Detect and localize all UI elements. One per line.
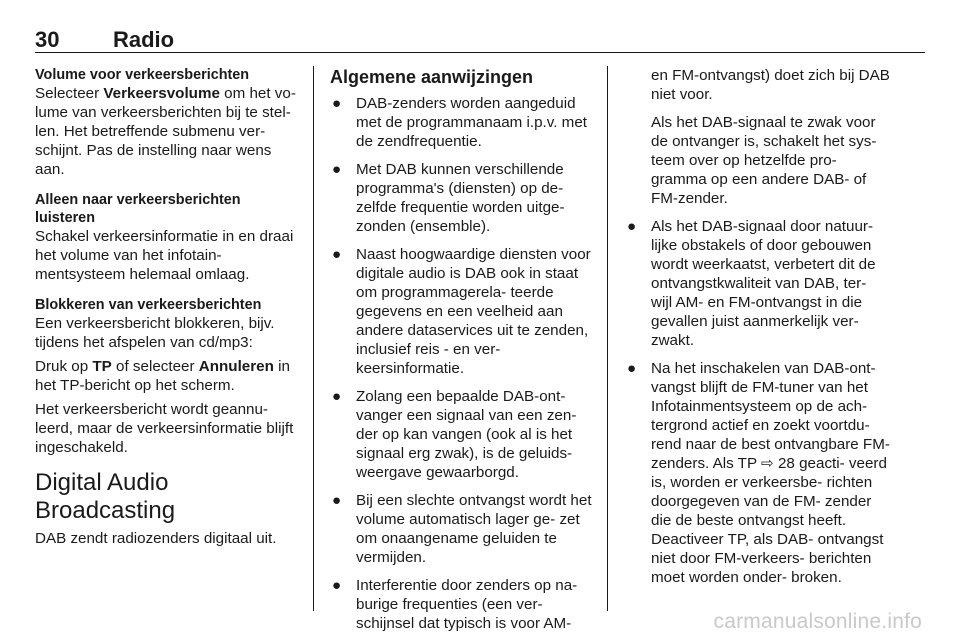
text-run: Na het inschakelen van DAB-ont- vangst blijft de FM-tuner van het Infotainmentsysteem op de ach- tergrond actief en zoekt voortdu- rend naar de best ontvangbare FM-zenders. Als TP	[651, 360, 890, 472]
blocking-text-2	[35, 357, 300, 395]
page-header	[35, 27, 925, 55]
text-run: of selecteer	[111, 358, 199, 375]
column-3	[625, 66, 890, 596]
list-item-text: Interferentie door zenders op na- burige frequenties (een ver- schijnsel dat typisch is voor AM-	[356, 577, 578, 632]
column-divider	[313, 66, 314, 611]
list-item	[330, 245, 592, 378]
list-item	[330, 94, 592, 151]
bullet-icon: ●	[332, 161, 342, 178]
continued-text: Als het DAB-signaal te zwak voor de ontvanger is, schakelt het sys- teem over op hetzelfde pro- gramma op een andere DAB- of FM-zender.	[651, 114, 877, 207]
traffic-volume-heading: Volume voor verkeersberichten	[35, 67, 250, 83]
blocking-text-3: Het verkeersbericht wordt geannu- leerd, maar de verkeersinformatie blijft ingeschakeld.	[35, 401, 294, 456]
header-divider	[35, 52, 925, 53]
dab-heading: Digital Audio Broadcasting	[35, 469, 176, 524]
traffic-only-heading: Alleen naar verkeersberichten luisteren	[35, 192, 241, 226]
blocking-section	[35, 296, 300, 457]
page-reference-arrow-icon: ⇨	[761, 455, 774, 472]
list-item-text: Naast hoogwaardige diensten voor digitale audio is DAB ook in staat om programmagerela- teerde gegevens en een veelheid aan andere dataservices uit te zenden, inclusief reis - en ver- keersinformatie.	[356, 246, 591, 377]
section-title: Radio	[113, 27, 175, 52]
dab-notes-list	[625, 217, 890, 587]
list-item-text: Als het DAB-signaal door natuur- lijke obstakels of door gebouwen wordt weerkaatst, verbetert dit de ontvangstkwaliteit van DAB, ter- wijl AM- en FM-ontvangst in die gevallen juist aanmerkelijk ver- zwakt.	[651, 218, 876, 349]
general-notes-heading: Algemene aanwijzingen	[330, 67, 534, 87]
bullet-icon: ●	[627, 360, 637, 377]
page-number: 30	[35, 27, 60, 52]
column-1	[35, 66, 300, 553]
bullet-icon: ●	[332, 388, 342, 405]
dab-section	[35, 469, 300, 548]
bullet-icon: ●	[332, 577, 342, 594]
bullet-icon: ●	[332, 492, 342, 509]
list-item-text: Bij een slechte ontvangst wordt het volume automatisch lager ge- zet om onaangename geluiden te vermijden.	[356, 492, 592, 566]
traffic-volume-text	[35, 84, 300, 179]
list-item	[625, 359, 890, 587]
watermark: carmanualsonline.info	[713, 610, 922, 633]
menu-item-name: Verkeersvolume	[103, 85, 220, 102]
button-name: TP	[92, 358, 112, 375]
continued-text: en FM-ontvangst) doet zich bij DAB niet voor.	[651, 67, 890, 103]
traffic-only-section	[35, 191, 300, 284]
blocking-text-1: Een verkeersbericht blokkeren, bijv. tijdens het afspelen van cd/mp3:	[35, 315, 275, 351]
bullet-icon: ●	[627, 218, 637, 235]
traffic-volume-section	[35, 66, 300, 179]
page-reference[interactable]: 28	[773, 455, 795, 472]
text-run: Druk op	[35, 358, 93, 375]
list-item	[330, 576, 592, 633]
blocking-heading: Blokkeren van verkeersberichten	[35, 297, 262, 313]
general-notes-list	[330, 94, 592, 633]
list-item-text	[651, 360, 890, 586]
list-item	[330, 491, 592, 567]
list-item-text: DAB-zenders worden aangeduid met de programmanaam i.p.v. met de zendfrequentie.	[356, 95, 587, 150]
list-item	[330, 387, 592, 482]
text-run: in het TP-bericht op het scherm.	[35, 358, 290, 394]
text-run: Selecteer	[35, 85, 104, 102]
text-run: om het vo- lume van verkeersberichten bij te stel- len. Het betreffende submenu ver- schijnt. Pas de instelling naar wens aan.	[35, 85, 296, 178]
menu-item-name: Annuleren	[198, 358, 274, 375]
dab-intro: DAB zendt radiozenders digitaal uit.	[35, 530, 277, 547]
bullet-icon: ●	[332, 246, 342, 263]
list-item-text: Met DAB kunnen verschillende programma's (diensten) op de- zelfde frequentie worden uitge- zonden (ensemble).	[356, 161, 565, 235]
column-divider	[607, 66, 608, 611]
column-2	[330, 66, 592, 642]
bullet-icon: ●	[332, 95, 342, 112]
list-item-text: Zolang een bepaalde DAB-ont- vanger een signaal van een zen- der op kan vangen (ook al is het signaal erg zwak), is de geluids- weergave gewaarborgd.	[356, 388, 577, 481]
list-item	[625, 217, 890, 350]
traffic-only-text: Schakel verkeersinformatie in en draai het volume van het infotain- mentsysteem helemaal omlaag.	[35, 228, 294, 283]
text-run: geacti- veerd is, worden er verkeersbe- richten doorgegeven van de FM- zender die de beste ontvangst heeft. Deactiveer TP, als DAB- ontvangst niet door FM-verkeers- berichten moet worden onder- broken.	[651, 455, 887, 586]
list-item	[330, 160, 592, 236]
